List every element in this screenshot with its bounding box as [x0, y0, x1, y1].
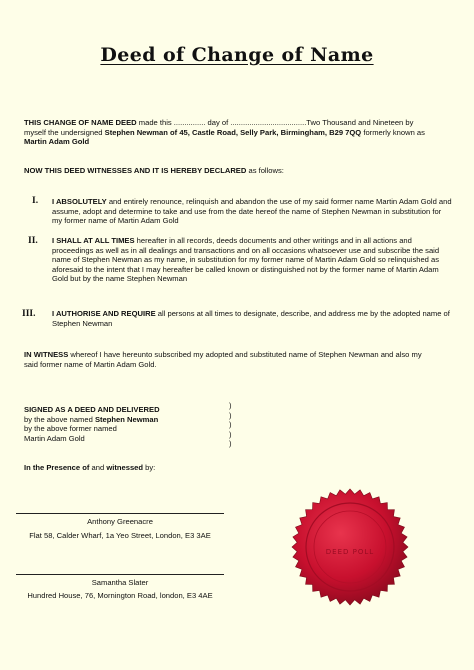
signed-block: [24, 405, 224, 443]
brace-5: ): [229, 439, 232, 449]
presence-end: by:: [143, 463, 156, 472]
witness-1-signature-line: [16, 513, 224, 514]
presence-line: [24, 463, 324, 473]
clause-3-number: III.: [22, 309, 36, 319]
intro-text-3: formerly known as: [361, 127, 425, 137]
presence-mid: and: [89, 463, 107, 472]
presence-lead: In the Presence of: [24, 463, 90, 472]
clause-2-text: [52, 236, 452, 284]
brace-3: ): [229, 420, 232, 430]
wax-seal: [291, 488, 409, 606]
witness-2-name: Samantha Slater: [91, 578, 149, 587]
witnesses-heading: [24, 166, 444, 176]
clause-1-lead: I ABSOLUTELY: [52, 197, 107, 206]
witnesses-heading-rest: as follows:: [246, 166, 284, 175]
signed-line-1: [24, 415, 224, 425]
witnesses-heading-lead: NOW THIS DEED WITNESSES AND IT IS HEREBY DECLARED: [24, 166, 247, 175]
intro-paragraph: [24, 118, 434, 147]
seal-scalloped-edge: [292, 489, 408, 605]
brace-2: ): [229, 410, 232, 420]
clause-1-text: [52, 197, 452, 226]
presence-tail: witnessed: [106, 463, 144, 472]
in-witness-paragraph: [24, 350, 424, 369]
intro-address: 45, Castle Road, Selly Park, Birmingham, B29 7QQ: [179, 127, 362, 137]
signed-name: Stephen Newman: [94, 414, 159, 424]
clause-2-number: II.: [28, 236, 38, 246]
signed-line-1-text: by the above named: [24, 414, 95, 424]
signature-brace-column: [229, 401, 232, 449]
clause-2-lead: I SHALL AT ALL TIMES: [52, 236, 135, 245]
witness-1-name: Anthony Greenacre: [87, 517, 153, 526]
intro-text-2: of: [167, 127, 180, 137]
in-witness-lead: IN WITNESS: [24, 350, 69, 359]
intro-text-1: made this ............... day of ....................................Two Thousand and Nineteen by myself the undersigned: [24, 118, 414, 137]
witness-2-address: Hundred House, 76, Mornington Road, london, E3 4AE: [27, 591, 213, 600]
brace-4: ): [229, 429, 232, 439]
seal-text: DEED POLL: [325, 548, 375, 556]
witness-1-address: Flat 58, Calder Wharf, 1a Yeo Street, London, E3 3AE: [29, 531, 211, 540]
intro-name: Stephen Newman: [104, 127, 168, 137]
signed-line-3: Martin Adam Gold: [24, 433, 85, 443]
clause-3-body: all persons at all times to designate, describe, and address me by the adopted name of Stephen Newman: [52, 309, 450, 328]
intro-former: Martin Adam Gold: [24, 137, 90, 147]
clause-2-body: hereafter in all records, deeds documents and other writings and in all actions and proceedings as well as in all dealings and transactions and on all occasions whatsoever use and subscribe the said name of Stephen Newman as my name, in substitution for my former name of Martin Adam Gold so relinquished as aforesaid to the intent that I may hereafter be called known or distinguished not by the former name of Martin Adam Gold but by the name Stephen Newman: [52, 236, 440, 284]
witness-2-signature-line: [16, 574, 224, 575]
brace-1: ): [229, 401, 232, 410]
clause-1-body: and entirely renounce, relinquish and abandon the use of my said former name Martin Adam Gold and assume, adopt and determine to take and use from the date hereof the name of Stephen Newman in substitution for my former name of Martin Adam Gold: [52, 197, 452, 226]
document-title: Deed of Change of Name: [100, 44, 374, 66]
in-witness-body: whereof I have hereunto subscribed my adopted and substituted name of Stephen Newman and also my said former name of Martin Adam Gold.: [24, 350, 422, 369]
signed-heading: SIGNED AS A DEED AND DELIVERED: [24, 405, 160, 414]
clause-3-lead: I AUTHORISE AND REQUIRE: [52, 309, 156, 318]
intro-lead: THIS CHANGE OF NAME DEED: [24, 118, 137, 127]
clause-1-number: I.: [32, 196, 39, 206]
signed-line-2: by the above former named: [24, 424, 117, 434]
clause-3-text: [52, 309, 452, 328]
